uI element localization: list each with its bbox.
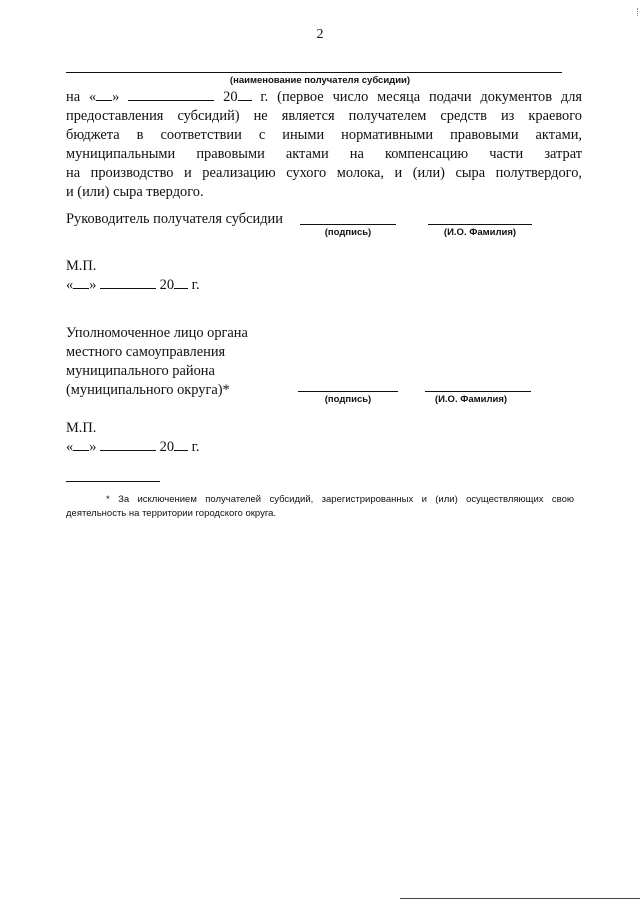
stamp-date: « » 20 г. xyxy=(66,439,200,455)
head-name-caption: (И.О. Фамилия) xyxy=(443,227,517,238)
footnote xyxy=(66,493,574,521)
head-sign-caption: (подпись) xyxy=(324,227,372,238)
year-blank xyxy=(238,88,252,101)
footnote-line-1: * За исключением получателей субсидий, зарегистрированных и (или) осуществляющих свою xyxy=(106,494,574,505)
recipient-caption: (наименование получателя субсидии) xyxy=(229,75,411,86)
authority-name-caption: (И.О. Фамилия) xyxy=(434,394,508,405)
year-blank xyxy=(174,276,188,289)
recipient-name-line xyxy=(66,72,562,73)
authority-name-line xyxy=(425,391,531,392)
bottom-edge-line xyxy=(400,898,640,899)
statement-line-6: и (или) сыра твердого. xyxy=(66,184,204,200)
stamp-mark: М.П. xyxy=(66,420,97,436)
head-name-line xyxy=(428,224,532,225)
month-blank xyxy=(100,276,156,289)
statement-line-1: на « » 20 г. (первое число месяца подачи документов для xyxy=(66,89,582,105)
statement-line-5: на производство и реализацию сухого молока, и (или) сыра полутвердого, xyxy=(66,165,582,181)
footnote-line-2: деятельность на территории городского округа. xyxy=(66,508,276,519)
authority-signature-line xyxy=(298,391,398,392)
authority-sign-caption: (подпись) xyxy=(324,394,372,405)
statement-paragraph xyxy=(66,88,582,202)
month-blank xyxy=(128,88,214,101)
stamp-date: « » 20 г. xyxy=(66,277,200,293)
month-blank xyxy=(100,438,156,451)
year-blank xyxy=(174,438,188,451)
head-signature-line xyxy=(300,224,396,225)
day-blank xyxy=(73,438,89,451)
head-signature-label: Руководитель получателя субсидии xyxy=(66,211,283,227)
day-blank xyxy=(96,88,112,101)
statement-line-4: муниципальными правовыми актами на компенсацию части затрат xyxy=(66,146,582,162)
footnote-separator xyxy=(66,481,160,482)
authority-label: Уполномоченное лицо органа местного самоуправления муниципального района (муниципального округа)* xyxy=(66,325,248,398)
statement-line-2: предоставления субсидий) не является получателем средств из краевого xyxy=(66,108,582,124)
day-blank xyxy=(73,276,89,289)
statement-line-3: бюджета в соответствии с иными нормативными правовыми актами, xyxy=(66,127,582,143)
page-number: 2 xyxy=(316,27,324,42)
stamp-mark: М.П. xyxy=(66,258,97,274)
